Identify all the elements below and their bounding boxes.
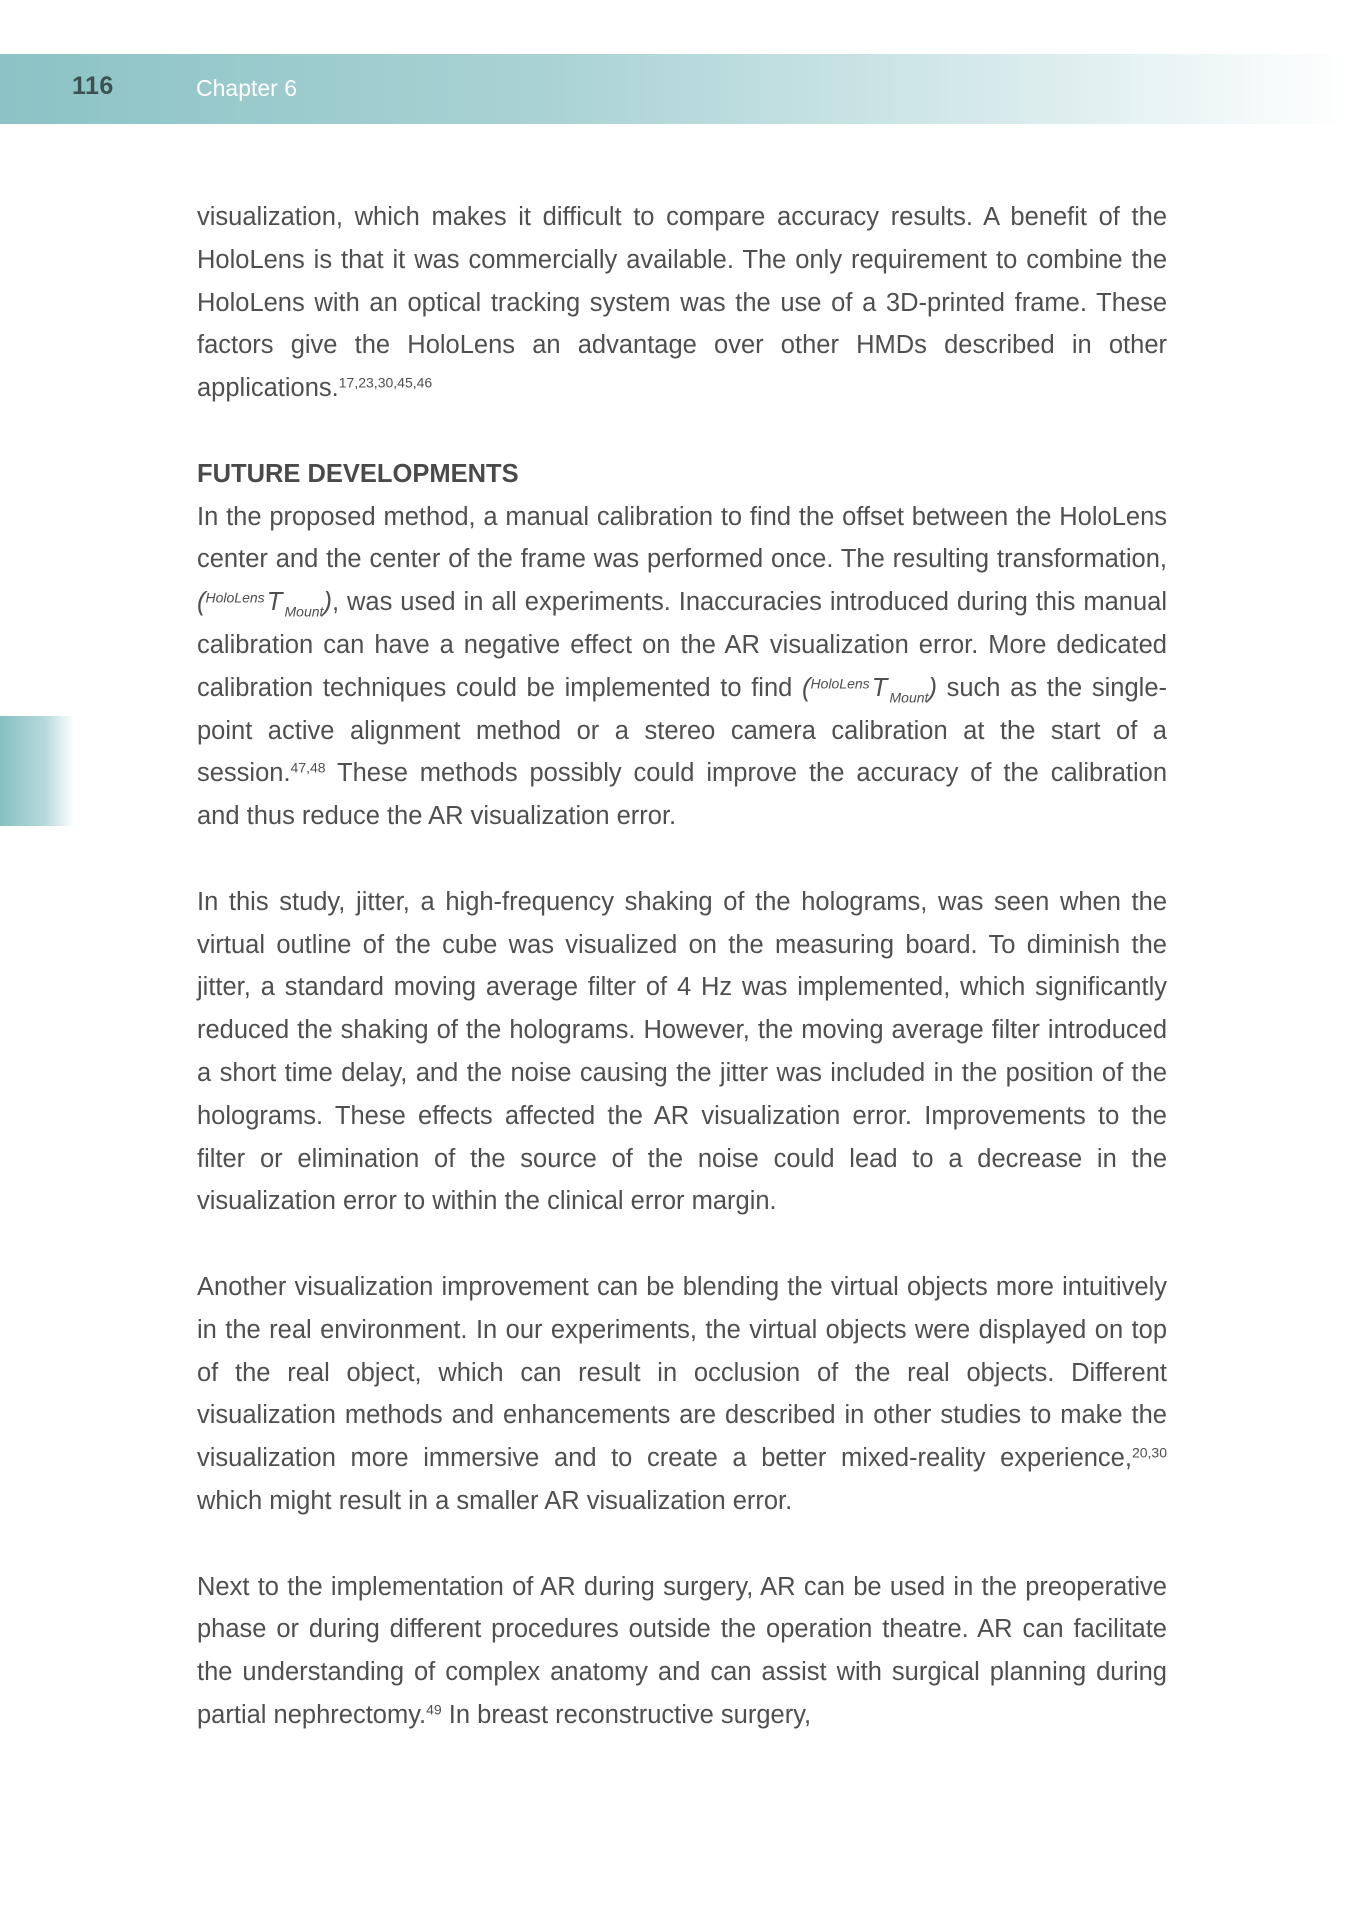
paragraph-3 <box>197 881 1167 1223</box>
paragraph-2-text-a: In the proposed method, a manual calibration to find the offset between the HoloLens center and the center of the frame was performed once. The resulting transformation, <box>197 502 1167 574</box>
formula-subscript: Mount <box>889 689 929 706</box>
paragraph-5 <box>197 1566 1167 1737</box>
chapter-title: Chapter 6 <box>196 75 298 101</box>
formula-open-paren: ( <box>802 673 811 702</box>
paragraph-1 <box>197 196 1167 410</box>
body-text <box>197 196 1167 1737</box>
transform-formula-2 <box>802 673 937 706</box>
page-number: 116 <box>72 72 114 100</box>
paragraph-4-text-a: Another visualization improvement can be blending the virtual objects more intuitively in the real environment. In our experiments, the virtual objects were displayed on top of the real object, which can result in occlusion of the real objects. Different visualization methods and enhancements are described in other studies to make the visualization more immersive and to create a better mixed-reality experience, <box>197 1272 1167 1473</box>
paragraph-4-text-b: which might result in a smaller AR visualization error. <box>197 1486 793 1515</box>
formula-symbol: T <box>871 673 888 702</box>
paragraph-4 <box>197 1266 1167 1523</box>
citation-ref: 47,48 <box>290 759 326 776</box>
citation-ref: 49 <box>426 1701 442 1718</box>
citation-ref: 20,30 <box>1131 1444 1167 1461</box>
paragraph-3-text: In this study, jitter, a high-frequency shaking of the holograms, was seen when the virtual outline of the cube was visualized on the measuring board. To diminish the jitter, a standard moving average filter of 4 Hz was implemented, which significantly reduced the shaking of the holograms. However, the moving average filter introduced a short time delay, and the noise causing the jitter was included in the position of the holograms. These effects affected the AR visualization error. Improvements to the filter or elimination of the source of the noise could lead to a decrease in the visualization error to within the clinical error margin. <box>197 887 1167 1216</box>
formula-subscript: Mount <box>284 603 324 620</box>
formula-superscript: HoloLens <box>205 589 265 606</box>
section-heading: FUTURE DEVELOPMENTS <box>197 459 519 488</box>
chapter-thumb-tab <box>0 716 74 826</box>
transform-formula <box>197 588 332 620</box>
paragraph-1-text: visualization, which makes it difficult to compare accuracy results. A benefit of the HoloLens is that it was commercially available. The only requirement to combine the HoloLens with an optical tracking system was the use of a 3D-printed frame. These factors give the HoloLens an advantage over other HMDs described in other applications. <box>197 203 1167 403</box>
formula-open-paren: ( <box>197 588 206 617</box>
citation-ref: 17,23,30,45,46 <box>338 374 433 391</box>
paragraph-2-text-b: , was used in all experiments. Inaccuracies introduced during this manual calibration can have a negative effect on the AR visualization error. More dedicated calibration techniques could be implemented to find <box>197 588 1167 702</box>
formula-superscript: HoloLens <box>810 675 870 692</box>
paragraph-2-text-d: These methods possibly could improve the accuracy of the calibration and thus reduce the AR visualization error. <box>197 759 1167 831</box>
formula-close-paren: ) <box>928 673 937 702</box>
formula-close-paren: ) <box>323 588 332 617</box>
formula-symbol: T <box>266 588 283 617</box>
paragraph-2 <box>197 496 1167 838</box>
paragraph-2-text-c: such as the single-point active alignment method or a stereo camera calibration at the start of a session. <box>197 673 1167 788</box>
paragraph-5-text-b: In breast reconstructive surgery, <box>441 1700 812 1729</box>
paragraph-5-text-a: Next to the implementation of AR during surgery, AR can be used in the preoperative phase or during different procedures outside the operation theatre. AR can facilitate the understanding of complex anatomy and can assist with surgical planning during partial nephrectomy. <box>197 1572 1167 1729</box>
